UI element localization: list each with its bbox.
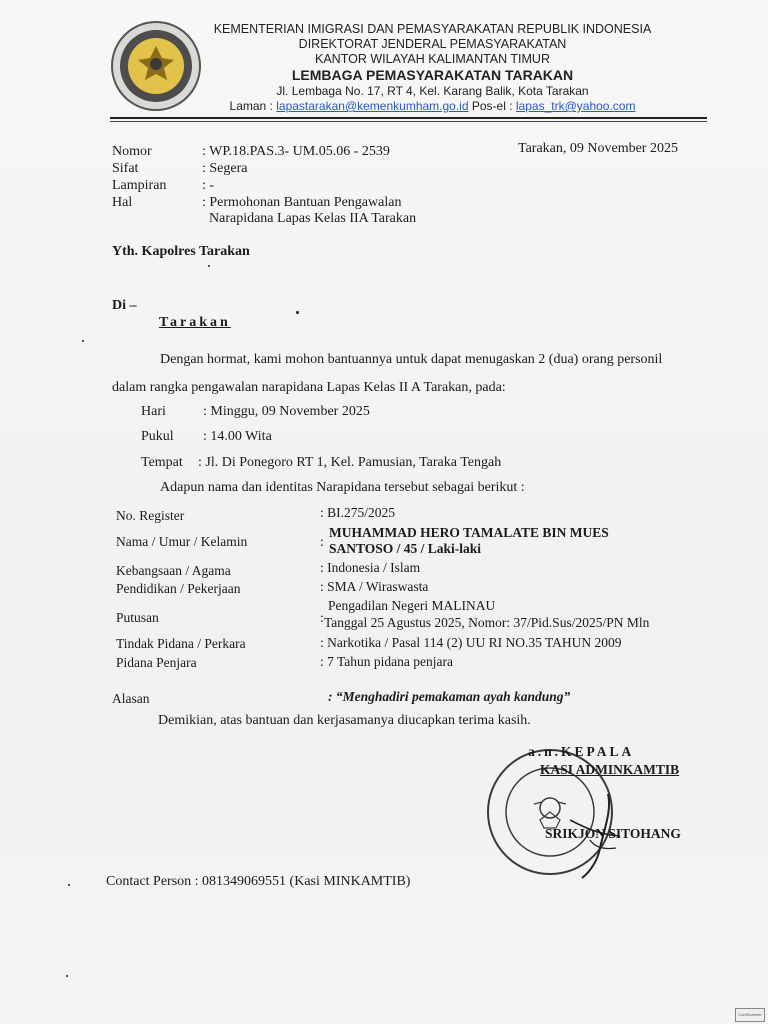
- email-label: Pos-el :: [471, 99, 513, 113]
- sifat-value: : Segera: [202, 161, 248, 176]
- tindak-pidana-value: : Narkotika / Pasal 114 (2) UU RI NO.35 TAHUN 2009: [320, 635, 622, 650]
- letterhead: [205, 22, 660, 114]
- institution-name: LEMBAGA PEMASYARAKATAN TARAKAN: [291, 67, 574, 83]
- ministry-logo-icon: [110, 20, 202, 112]
- header-divider: [110, 117, 707, 119]
- putusan-colon: :: [320, 610, 324, 625]
- ministry-name: KEMENTERIAN IMIGRASI DAN PEMASYARAKATAN REPUBLIK INDONESIA: [213, 22, 652, 36]
- putusan-label: Putusan: [116, 610, 159, 625]
- lampiran-label: Lampiran: [112, 178, 167, 193]
- alasan-value: : “Menghadiri pemakaman ayah kandung”: [328, 689, 571, 704]
- nama-colon: :: [320, 534, 324, 549]
- pendidikan-label: Pendidikan / Pekerjaan: [116, 581, 241, 596]
- email-link[interactable]: lapas_trk@yahoo.com: [515, 99, 636, 113]
- sifat-label: Sifat: [112, 161, 139, 176]
- kebangsaan-label: Kebangsaan / Agama: [116, 563, 231, 578]
- register-label: No. Register: [116, 508, 185, 523]
- putusan-value-line1: Pengadilan Negeri MALINAU: [328, 598, 496, 613]
- lampiran-value: : -: [202, 178, 215, 193]
- web-label: Laman :: [229, 99, 273, 113]
- hari-label: Hari: [141, 404, 166, 419]
- pukul-value: : 14.00 Wita: [203, 429, 272, 444]
- contact-line: [205, 99, 660, 114]
- hal-label: Hal: [112, 195, 133, 210]
- recipient-city: Tarakan: [159, 315, 231, 330]
- closing-sentence: Demikian, atas bantuan dan kerjasamanya diucapkan terima kasih.: [158, 713, 531, 728]
- opening-line1: Dengan hormat, kami mohon bantuannya untuk dapat menugaskan 2 (dua) orang personil: [160, 352, 663, 367]
- recipient-di: Di –: [112, 298, 137, 313]
- alasan-label: Alasan: [112, 691, 150, 706]
- scan-speck: [296, 311, 299, 314]
- hal-value-line1: : Permohonan Bantuan Pengawalan: [202, 195, 402, 210]
- nomor-label: Nomor: [112, 144, 152, 159]
- address: Jl. Lembaga No. 17, RT 4, Kel. Karang Balik, Kota Tarakan: [276, 84, 589, 98]
- regional-office-name: KANTOR WILAYAH KALIMANTAN TIMUR: [315, 52, 550, 66]
- tempat-value: : Jl. Di Ponegoro RT 1, Kel. Pamusian, Taraka Tengah: [198, 455, 502, 470]
- tempat-label: Tempat: [141, 455, 183, 470]
- pidana-penjara-value: : 7 Tahun pidana penjara: [320, 654, 454, 669]
- putusan-value-line2: Tanggal 25 Agustus 2025, Nomor: 37/Pid.Sus/2025/PN Mln: [324, 615, 650, 630]
- opening-line2: dalam rangka pengawalan narapidana Lapas Kelas II A Tarakan, pada:: [112, 380, 506, 395]
- signatory-name: SRIKJON SITOHANG: [545, 826, 681, 841]
- pukul-label: Pukul: [141, 429, 174, 444]
- signature-title-an: a.n.KEPALA: [528, 744, 635, 759]
- scan-speck: [68, 884, 70, 886]
- nama-value-line1: MUHAMMAD HERO TAMALATE BIN MUES: [329, 525, 609, 540]
- scan-speck: [208, 265, 210, 267]
- hal-value-line2: Narapidana Lapas Kelas IIA Tarakan: [209, 211, 417, 226]
- nomor-value: : WP.18.PAS.3- UM.05.06 - 2539: [202, 144, 390, 159]
- nama-label: Nama / Umur / Kelamin: [116, 534, 248, 549]
- letter-date: Tarakan, 09 November 2025: [518, 141, 678, 156]
- nama-value-line2: SANTOSO / 45 / Laki-laki: [329, 541, 482, 556]
- pidana-penjara-label: Pidana Penjara: [116, 655, 197, 670]
- kebangsaan-value: : Indonesia / Islam: [320, 560, 421, 575]
- signature-title-kasi: KASI ADMINKAMTIB: [540, 762, 680, 777]
- pendidikan-value: : SMA / Wiraswasta: [320, 579, 429, 594]
- identity-intro: Adapun nama dan identitas Narapidana tersebut sebagai berikut :: [160, 480, 525, 495]
- hari-value: : Minggu, 09 November 2025: [203, 404, 370, 419]
- scan-speck: [82, 340, 84, 342]
- header-divider-thin: [110, 121, 707, 122]
- directorate-name: DIREKTORAT JENDERAL PEMASYARAKATAN: [298, 37, 567, 51]
- recipient: Yth. Kapolres Tarakan: [112, 244, 250, 259]
- scanner-watermark: CamScanner: [735, 1008, 765, 1022]
- scan-speck: [66, 975, 68, 977]
- web-link[interactable]: lapastarakan@kemenkumham.go.id: [276, 99, 469, 113]
- contact-person: Contact Person : 081349069551 (Kasi MINKAMTIB): [106, 874, 411, 889]
- register-value: : BI.275/2025: [320, 505, 396, 520]
- tindak-pidana-label: Tindak Pidana / Perkara: [116, 636, 246, 651]
